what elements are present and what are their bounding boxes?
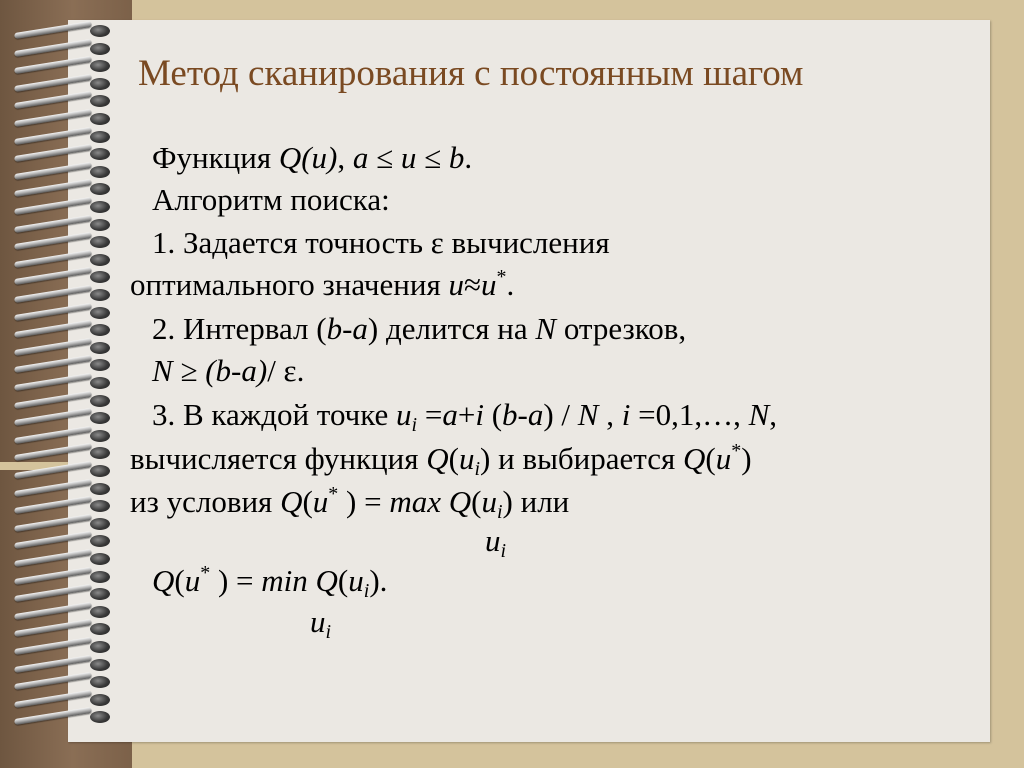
coil-hole: [90, 25, 110, 37]
coil-hole: [90, 553, 110, 565]
coil-hole: [90, 60, 110, 72]
text: ≤: [416, 140, 449, 175]
coil-wire: [14, 637, 92, 655]
formula: b-a: [326, 311, 368, 346]
coil-hole: [90, 483, 110, 495]
spiral-coil: [10, 233, 110, 251]
coil-hole: [90, 588, 110, 600]
line-step1: [152, 225, 610, 261]
slide-title: Метод сканирования с постоянным шагом: [138, 53, 804, 94]
coil-wire: [14, 443, 92, 461]
spiral-coil: [10, 427, 110, 445]
coil-wire: [14, 672, 92, 690]
coil-hole: [90, 78, 110, 90]
coil-wire: [14, 127, 92, 145]
coil-hole: [90, 342, 110, 354]
formula: a: [442, 397, 458, 432]
coil-hole: [90, 641, 110, 653]
coil-wire: [14, 373, 92, 391]
spiral-coil: [10, 392, 110, 410]
spiral-coil: [10, 180, 110, 198]
coil-wire: [14, 162, 92, 180]
coil-wire: [14, 479, 92, 497]
text: ≤: [368, 140, 401, 175]
coil-wire: [14, 338, 92, 356]
coil-hole: [90, 535, 110, 547]
spiral-coil: [10, 75, 110, 93]
coil-wire: [14, 21, 92, 39]
text: Функция: [152, 140, 279, 175]
coil-hole: [90, 447, 110, 459]
spiral-coil: [10, 216, 110, 234]
spiral-coil: [10, 638, 110, 656]
spiral-coil: [10, 497, 110, 515]
spiral-coil: [10, 462, 110, 480]
coil-wire: [14, 391, 92, 409]
coil-hole: [90, 606, 110, 618]
formula: i: [621, 397, 631, 432]
coil-wire: [14, 197, 92, 215]
spiral-coil: [10, 128, 110, 146]
formula: u: [184, 563, 201, 598]
subscript: i: [363, 580, 370, 602]
spiral-coil: [10, 92, 110, 110]
text: 2. Интервал (: [152, 311, 327, 346]
formula: u: [312, 484, 329, 519]
text: ) делится на: [367, 311, 536, 346]
line-max-condition: [130, 483, 570, 523]
line-min-under: [310, 604, 332, 643]
text: .: [464, 140, 473, 175]
formula: N: [577, 397, 599, 432]
coil-hole: [90, 271, 110, 283]
formula: min Q: [261, 563, 338, 598]
coil-wire: [14, 549, 92, 567]
coil-wire: [14, 707, 92, 725]
text: =: [417, 397, 443, 432]
line-algorithm: [152, 182, 390, 218]
coil-hole: [90, 148, 110, 160]
text: ) или: [502, 484, 570, 519]
text: вычисляется функция: [130, 441, 427, 476]
coil-wire: [14, 56, 92, 74]
subscript: i: [500, 540, 507, 562]
coil-wire: [14, 602, 92, 620]
coil-hole: [90, 659, 110, 671]
coil-hole: [90, 500, 110, 512]
coil-hole: [90, 307, 110, 319]
text: (: [705, 441, 716, 476]
coil-hole: [90, 43, 110, 55]
text: (: [302, 484, 313, 519]
formula: b-a: [502, 397, 544, 432]
coil-wire: [14, 39, 92, 57]
formula: Q(u): [278, 140, 338, 175]
superscript: *: [200, 562, 211, 584]
superscript: *: [328, 483, 339, 505]
formula: N: [748, 397, 770, 432]
coil-wire: [14, 320, 92, 338]
text: 1. Задается точность ε вычисления: [152, 225, 610, 260]
coil-wire: [14, 303, 92, 321]
coil-hole: [90, 166, 110, 178]
formula: u: [400, 140, 417, 175]
coil-hole: [90, 465, 110, 477]
spiral-coil: [10, 163, 110, 181]
spiral-coil: [10, 374, 110, 392]
line-step1-cont: [130, 267, 514, 303]
coil-hole: [90, 518, 110, 530]
formula: (b-a): [205, 353, 268, 388]
spiral-coil: [10, 532, 110, 550]
line-step2-cont: [152, 353, 304, 389]
text: (: [337, 563, 349, 598]
spiral-coil: [10, 145, 110, 163]
coil-wire: [14, 74, 92, 92]
coil-wire: [14, 690, 92, 708]
coil-wire: [14, 91, 92, 109]
text: ≈: [463, 267, 481, 302]
coil-wire: [14, 567, 92, 585]
text: ) и выбирается: [480, 441, 683, 476]
formula: N: [535, 311, 557, 346]
spiral-coil: [10, 339, 110, 357]
spiral-coil: [10, 550, 110, 568]
text: / ε.: [267, 353, 305, 388]
formula: Q: [152, 563, 175, 598]
coil-wire: [14, 179, 92, 197]
spiral-coil: [10, 198, 110, 216]
formula: b: [448, 140, 465, 175]
text: ,: [337, 140, 353, 175]
coil-hole: [90, 201, 110, 213]
spiral-coil: [10, 444, 110, 462]
text: ).: [369, 563, 388, 598]
formula: u: [458, 441, 475, 476]
line-function: [152, 140, 472, 176]
line-min-condition: [152, 562, 388, 602]
spiral-coil: [10, 673, 110, 691]
text: оптимального значения: [130, 267, 449, 302]
spiral-coil: [10, 321, 110, 339]
text: .: [506, 267, 515, 302]
spiral-coil: [10, 356, 110, 374]
spiral-coil: [10, 691, 110, 709]
formula: u: [485, 523, 501, 558]
formula: u: [448, 267, 464, 302]
spiral-coil: [10, 22, 110, 40]
spiral-coil: [10, 110, 110, 128]
text: отрезков,: [556, 311, 687, 346]
text: ) =: [338, 484, 390, 519]
spiral-coil: [10, 286, 110, 304]
spiral-coil: [10, 480, 110, 498]
spiral-coil: [10, 409, 110, 427]
formula: u: [396, 397, 412, 432]
coil-wire: [14, 408, 92, 426]
coil-wire: [14, 250, 92, 268]
coil-hole: [90, 694, 110, 706]
spiral-coil: [10, 620, 110, 638]
spiral-coil: [10, 57, 110, 75]
subscript: i: [411, 414, 418, 436]
spiral-coil: [10, 656, 110, 674]
text: ,: [769, 397, 778, 432]
line-step3-cont: [130, 440, 752, 480]
text: =0,1,…,: [630, 397, 749, 432]
text: Алгоритм поиска:: [152, 182, 390, 217]
spiral-coil: [10, 603, 110, 621]
coil-hole: [90, 324, 110, 336]
formula: u: [715, 441, 732, 476]
coil-hole: [90, 236, 110, 248]
text: ,: [598, 397, 622, 432]
formula: u: [481, 484, 497, 519]
line-max-under: [485, 523, 507, 562]
coil-wire: [14, 655, 92, 673]
coil-wire: [14, 355, 92, 373]
formula: Q: [426, 441, 449, 476]
formula: N: [152, 353, 173, 388]
text: из условия: [130, 484, 281, 519]
spiral-coil: [10, 251, 110, 269]
text: ) =: [210, 563, 262, 598]
coil-hole: [90, 359, 110, 371]
text: ≥: [172, 353, 206, 388]
spiral-coil: [10, 708, 110, 726]
line-step3: [152, 397, 778, 436]
coil-hole: [90, 676, 110, 688]
coil-wire: [14, 461, 92, 479]
spiral-coil: [10, 40, 110, 58]
formula: Q: [682, 441, 706, 476]
text: (: [174, 563, 185, 598]
text: ) /: [543, 397, 578, 432]
coil-wire: [14, 215, 92, 233]
spiral-coil: [10, 268, 110, 286]
coil-hole: [90, 113, 110, 125]
coil-hole: [90, 131, 110, 143]
coil-hole: [90, 623, 110, 635]
coil-hole: [90, 430, 110, 442]
spiral-coil: [10, 304, 110, 322]
formula: Q: [280, 484, 303, 519]
coil-hole: [90, 395, 110, 407]
formula: i: [475, 397, 484, 432]
text: (: [483, 397, 503, 432]
coil-wire: [14, 285, 92, 303]
coil-hole: [90, 183, 110, 195]
coil-hole: [90, 571, 110, 583]
coil-hole: [90, 289, 110, 301]
spiral-coil: [10, 568, 110, 586]
text: (: [471, 484, 482, 519]
coil-wire: [14, 426, 92, 444]
text: ): [741, 441, 752, 476]
coil-hole: [90, 412, 110, 424]
superscript: *: [731, 440, 742, 462]
coil-wire: [14, 267, 92, 285]
superscript: *: [496, 266, 507, 288]
spiral-coil: [10, 515, 110, 533]
coil-wire: [14, 144, 92, 162]
text: (: [448, 441, 459, 476]
coil-wire: [14, 232, 92, 250]
coil-wire: [14, 619, 92, 637]
coil-hole: [90, 711, 110, 723]
spiral-coil: [10, 585, 110, 603]
subscript: i: [325, 621, 332, 643]
formula: u: [480, 267, 497, 302]
text: 3. В каждой точке: [152, 397, 397, 432]
formula: u: [310, 604, 326, 639]
line-step2: [152, 311, 686, 347]
coil-hole: [90, 377, 110, 389]
text: +: [457, 397, 476, 432]
coil-hole: [90, 219, 110, 231]
coil-wire: [14, 584, 92, 602]
subscript: i: [474, 458, 481, 480]
coil-hole: [90, 254, 110, 266]
coil-wire: [14, 109, 92, 127]
coil-wire: [14, 514, 92, 532]
subscript: i: [496, 501, 503, 523]
spiral-binding: [10, 22, 110, 742]
coil-wire: [14, 531, 92, 549]
coil-wire: [14, 496, 92, 514]
formula: a: [352, 140, 369, 175]
formula: u: [348, 563, 364, 598]
coil-hole: [90, 95, 110, 107]
formula: max Q: [389, 484, 472, 519]
